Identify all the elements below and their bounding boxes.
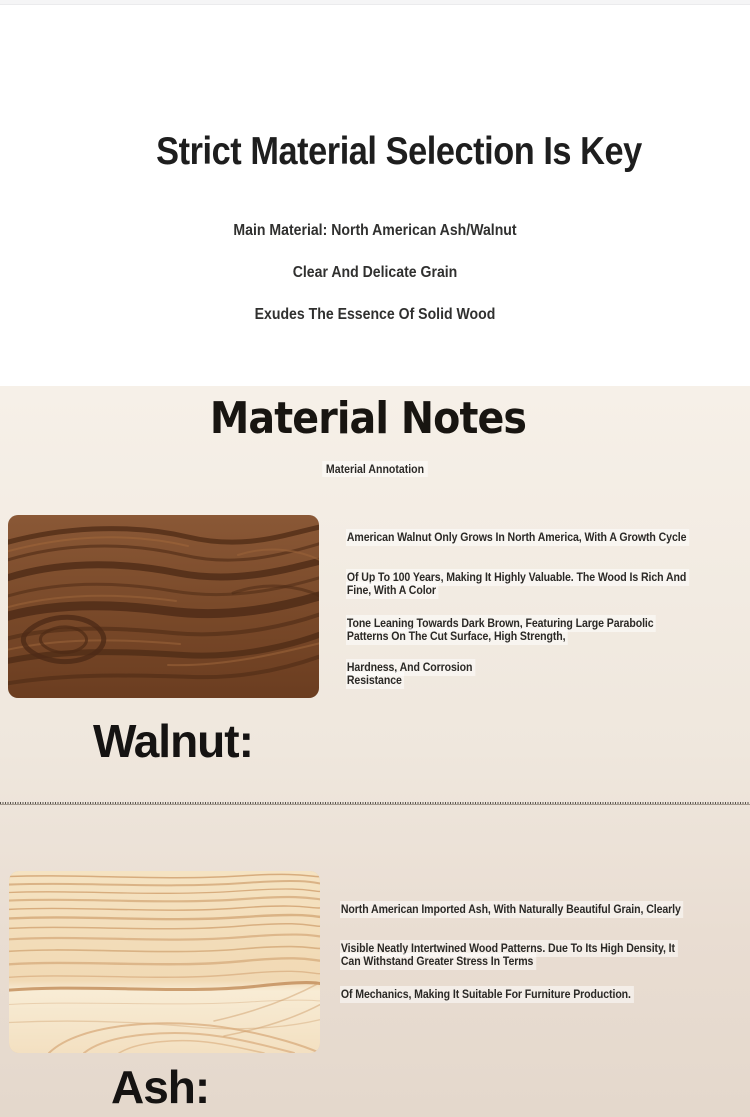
- hero-subtitle-main-material: Main Material: North American Ash/Walnut: [233, 222, 517, 239]
- ash-description: [340, 903, 750, 1001]
- walnut-grain-image: [8, 515, 319, 698]
- page-top-strip: [0, 0, 750, 5]
- ash-paragraph: Of Mechanics, Making It Suitable For Furniture Production.: [340, 988, 750, 1001]
- walnut-description: [346, 531, 750, 687]
- hero-title: Strict Material Selection Is Key: [156, 130, 642, 173]
- ash-label: Ash:: [111, 1061, 210, 1113]
- material-annotation-subheading: Material Annotation: [45, 462, 705, 477]
- ash-paragraph: North American Imported Ash, With Naturally Beautiful Grain, Clearly: [340, 903, 750, 916]
- hero-subtitle-essence: Exudes The Essence Of Solid Wood: [254, 306, 496, 323]
- material-notes-section: [0, 386, 750, 1117]
- walnut-paragraph: Tone Leaning Towards Dark Brown, Featuring Large Parabolic Patterns On The Cut Surface, High Strength,: [346, 617, 750, 643]
- walnut-grain-svg: [8, 515, 319, 698]
- walnut-paragraph: Hardness, And Corrosion Resistance: [346, 661, 750, 687]
- ash-grain-svg: [9, 871, 320, 1053]
- walnut-paragraph: Of Up To 100 Years, Making It Highly Valuable. The Wood Is Rich And Fine, With A Color: [346, 571, 750, 597]
- walnut-label: Walnut:: [93, 715, 253, 767]
- ash-grain-image: [9, 871, 320, 1053]
- ash-paragraph: Visible Neatly Intertwined Wood Patterns. Due To Its High Density, It Can Withstand Greater Stress In Terms: [340, 942, 750, 968]
- material-notes-heading: Material Notes: [209, 393, 527, 444]
- hero-subtitle-grain: Clear And Delicate Grain: [292, 264, 458, 281]
- walnut-paragraph: American Walnut Only Grows In North America, With A Growth Cycle: [346, 531, 750, 544]
- section-divider: [0, 802, 750, 805]
